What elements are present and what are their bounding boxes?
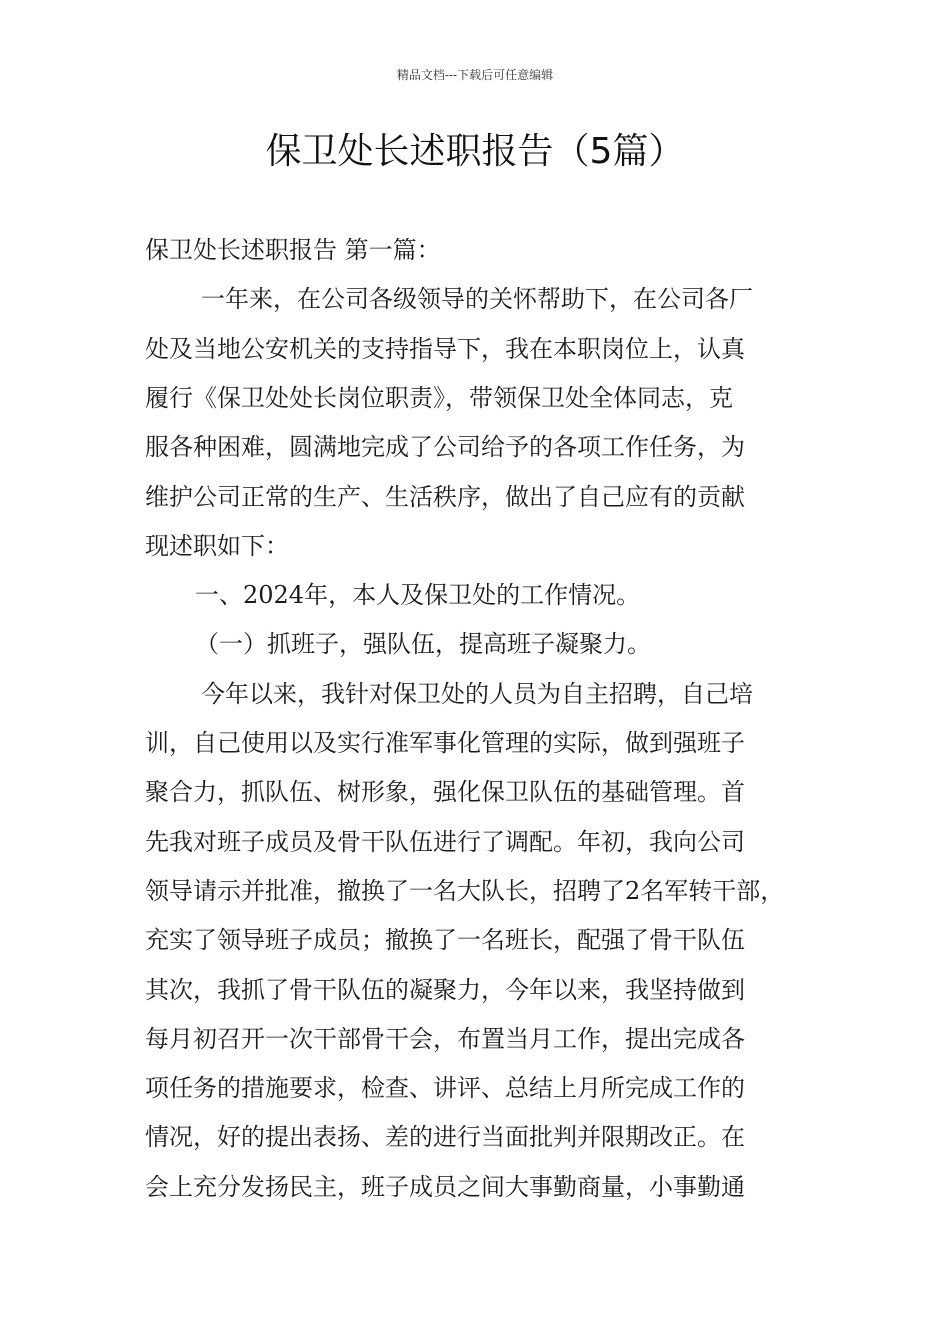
- text-line: 一年来，在公司各级领导的关怀帮助下，在公司各厂: [201, 285, 753, 313]
- text-line: 其次，我抓了骨干队伍的凝聚力，今年以来，我坚持做到: [145, 976, 745, 1004]
- text-line: 先我对班子成员及骨干队伍进行了调配。年初，我向公司: [145, 828, 745, 856]
- text-line: 项任务的措施要求，检查、讲评、总结上月所完成工作的: [145, 1074, 745, 1102]
- text-line: 情况，好的提出表扬、差的进行当面批判并限期改正。在: [145, 1123, 745, 1151]
- text-line: 服各种困难，圆满地完成了公司给予的各项工作任务，为: [145, 433, 745, 461]
- page-header-note: 精品文档---下载后可任意编辑: [396, 68, 554, 82]
- text-line: 今年以来，我针对保卫处的人员为自主招聘，自己培: [201, 680, 753, 708]
- text-line: 训，自己使用以及实行准军事化管理的实际，做到强班子: [145, 729, 745, 757]
- text-line: 充实了领导班子成员；撤换了一名班长，配强了骨干队伍: [145, 926, 745, 954]
- document-title: 保卫处长述职报告（5篇）: [265, 131, 685, 172]
- text-line: 领导请示并批准，撤换了一名大队长，招聘了2名军转干部，: [145, 877, 785, 905]
- text-line: 维护公司正常的生产、生活秩序，做出了自己应有的贡献: [145, 483, 745, 511]
- text-line: 保卫处长述职报告 第一篇：: [145, 236, 441, 264]
- text-line: 处及当地公安机关的支持指导下，我在本职岗位上，认真: [145, 335, 745, 363]
- text-line: 一、2024年，本人及保卫处的工作情况。: [195, 581, 641, 609]
- text-line: 履行《保卫处处长岗位职责》，带领保卫处全体同志，克: [145, 384, 733, 412]
- text-line: 会上充分发扬民主，班子成员之间大事勤商量，小事勤通: [145, 1173, 745, 1201]
- text-line: 聚合力，抓队伍、树形象，强化保卫队伍的基础管理。首: [145, 778, 745, 806]
- text-line: 现述职如下：: [145, 532, 289, 560]
- text-line: 每月初召开一次干部骨干会，布置当月工作，提出完成各: [145, 1025, 745, 1053]
- text-line: （一）抓班子，强队伍，提高班子凝聚力。: [195, 630, 651, 658]
